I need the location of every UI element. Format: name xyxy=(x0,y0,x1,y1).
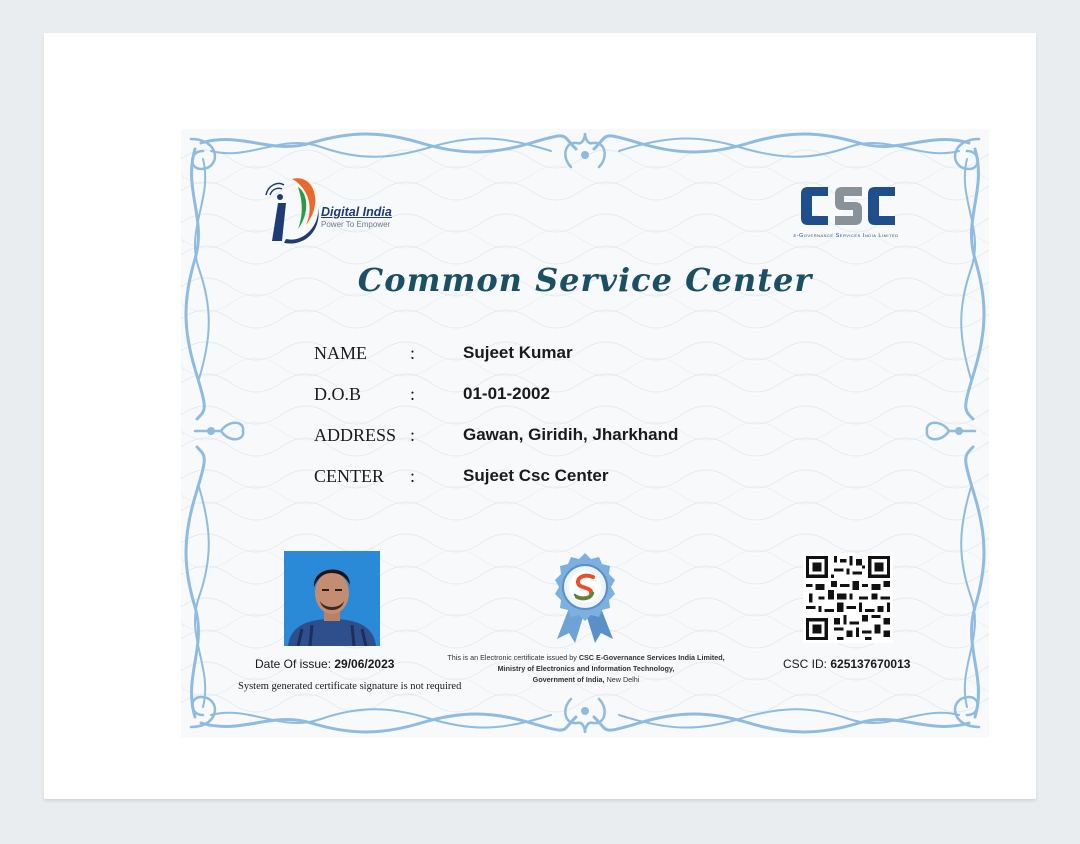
issue-date xyxy=(255,657,394,671)
field-label: D.O.B xyxy=(314,384,362,404)
electronic-certificate-note xyxy=(421,652,751,685)
field-label: CENTER xyxy=(314,466,384,486)
field-colon: : xyxy=(410,466,416,486)
csc-id-value: 625137670013 xyxy=(830,657,911,671)
csc-tagline xyxy=(769,233,923,239)
field-label: ADDRESS xyxy=(314,425,397,445)
electronic-prefix: This is an Electronic certificate issued by xyxy=(447,653,577,662)
qr-code xyxy=(803,553,893,643)
electronic-city: New Delhi xyxy=(606,675,640,684)
csc-id-label: CSC ID: xyxy=(783,657,828,671)
issue-label: Date Of issue: xyxy=(255,657,332,671)
csc-tagline-text: e-Governance Services India Limited xyxy=(793,233,899,239)
certificate-heading: Common Service Center xyxy=(357,261,813,299)
field-colon: : xyxy=(410,384,416,404)
csc-logo xyxy=(798,181,898,231)
signature-note: System generated certificate signature is not required xyxy=(238,681,462,692)
field-colon: : xyxy=(410,425,416,445)
certificate xyxy=(181,129,989,737)
field-value: 01-01-2002 xyxy=(463,384,550,403)
field-value: Sujeet Kumar xyxy=(463,343,573,362)
digital-india-title: Digital India xyxy=(321,205,392,219)
field-label: NAME xyxy=(314,343,367,363)
issue-date-value: 29/06/2023 xyxy=(334,657,395,671)
csc-id xyxy=(783,657,910,671)
field-value: Gawan, Giridih, Jharkhand xyxy=(463,425,679,444)
document-sheet xyxy=(44,33,1036,799)
digital-india-tagline: Power To Empower xyxy=(321,220,391,229)
field-colon: : xyxy=(410,343,416,363)
electronic-issuer: CSC E-Governance Services India Limited, xyxy=(578,653,725,662)
electronic-gov: Government of India, xyxy=(532,675,605,684)
rosette-badge-icon xyxy=(549,551,621,643)
holder-photo xyxy=(284,551,380,646)
electronic-ministry: Ministry of Electronics and Information Technology, xyxy=(497,664,675,673)
field-value: Sujeet Csc Center xyxy=(463,466,609,485)
